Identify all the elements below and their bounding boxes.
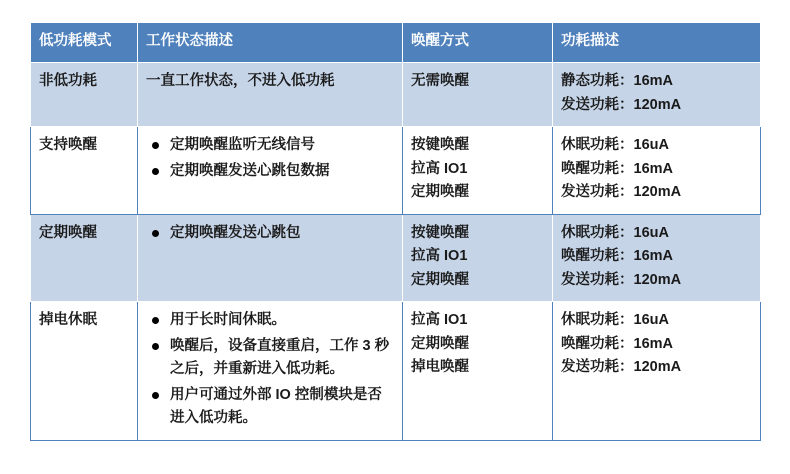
cell-power-description (553, 302, 761, 440)
wakeup-line: 拉高 IO1 (411, 248, 468, 265)
cell-power-description (553, 63, 761, 127)
power-line: 唤醒功耗：16mA (561, 335, 673, 352)
state-bullet-list (146, 309, 394, 430)
power-line-list (561, 309, 752, 379)
power-line: 发送功耗：120mA (561, 359, 682, 376)
table-body (31, 63, 761, 440)
cell-mode: 支持唤醒 (31, 127, 138, 214)
wakeup-line-list (411, 222, 544, 292)
power-line-list (561, 134, 752, 204)
table-row (31, 302, 761, 440)
wakeup-line-list (411, 309, 544, 379)
column-header-state-description: 工作状态描述 (138, 23, 403, 63)
table-row (31, 63, 761, 127)
power-line: 静态功耗：16mA (561, 73, 673, 90)
column-header-wakeup-method: 唤醒方式 (403, 23, 553, 63)
wakeup-line: 无需唤醒 (411, 73, 469, 90)
wakeup-line: 掉电唤醒 (411, 359, 469, 376)
wakeup-line: 定期唤醒 (411, 335, 469, 352)
cell-state-description (138, 302, 403, 440)
cell-wakeup-method (403, 214, 553, 301)
wakeup-line: 拉高 IO1 (411, 312, 468, 329)
state-bullet-item: 定期唤醒发送心跳包数据 (168, 160, 394, 183)
table-row (31, 127, 761, 214)
cell-mode: 掉电休眠 (31, 302, 138, 440)
wakeup-line: 按键唤醒 (411, 137, 469, 154)
cell-wakeup-method (403, 127, 553, 214)
table-row (31, 214, 761, 301)
cell-power-description (553, 214, 761, 301)
cell-power-description (553, 127, 761, 214)
low-power-mode-table-container (30, 22, 760, 441)
column-header-power-description: 功耗描述 (553, 23, 761, 63)
power-line: 唤醒功耗：16mA (561, 160, 673, 177)
table-header (31, 23, 761, 63)
wakeup-line: 拉高 IO1 (411, 160, 468, 177)
power-line: 唤醒功耗：16mA (561, 248, 673, 265)
wakeup-line: 按键唤醒 (411, 224, 469, 241)
power-line: 休眠功耗：16uA (561, 312, 669, 329)
cell-wakeup-method (403, 63, 553, 127)
state-bullet-item: 定期唤醒发送心跳包 (168, 222, 394, 245)
cell-mode: 非低功耗 (31, 63, 138, 127)
cell-state-description (138, 63, 403, 127)
column-header-mode: 低功耗模式 (31, 23, 138, 63)
power-line-list (561, 70, 752, 117)
cell-state-description (138, 214, 403, 301)
power-line-list (561, 222, 752, 292)
cell-state-description (138, 127, 403, 214)
cell-mode: 定期唤醒 (31, 214, 138, 301)
state-line: 一直工作状态，不进入低功耗 (146, 73, 335, 90)
state-bullet-item: 用户可通过外部 IO 控制模块是否进入低功耗。 (168, 384, 394, 431)
power-line: 发送功耗：120mA (561, 96, 682, 113)
table-header-row (31, 23, 761, 63)
power-line: 发送功耗：120mA (561, 271, 682, 288)
power-line: 休眠功耗：16uA (561, 224, 669, 241)
wakeup-line-list (411, 70, 544, 93)
wakeup-line-list (411, 134, 544, 204)
power-line: 休眠功耗：16uA (561, 137, 669, 154)
cell-wakeup-method (403, 302, 553, 440)
state-bullet-item: 定期唤醒监听无线信号 (168, 134, 394, 157)
wakeup-line: 定期唤醒 (411, 184, 469, 201)
state-bullet-list (146, 134, 394, 183)
state-bullet-item: 用于长时间休眠。 (168, 309, 394, 332)
state-bullet-list (146, 222, 394, 245)
low-power-mode-table (30, 22, 761, 441)
state-line-list (146, 70, 394, 93)
state-bullet-item: 唤醒后，设备直接重启，工作 3 秒之后，并重新进入低功耗。 (168, 335, 394, 382)
power-line: 发送功耗：120mA (561, 184, 682, 201)
wakeup-line: 定期唤醒 (411, 271, 469, 288)
